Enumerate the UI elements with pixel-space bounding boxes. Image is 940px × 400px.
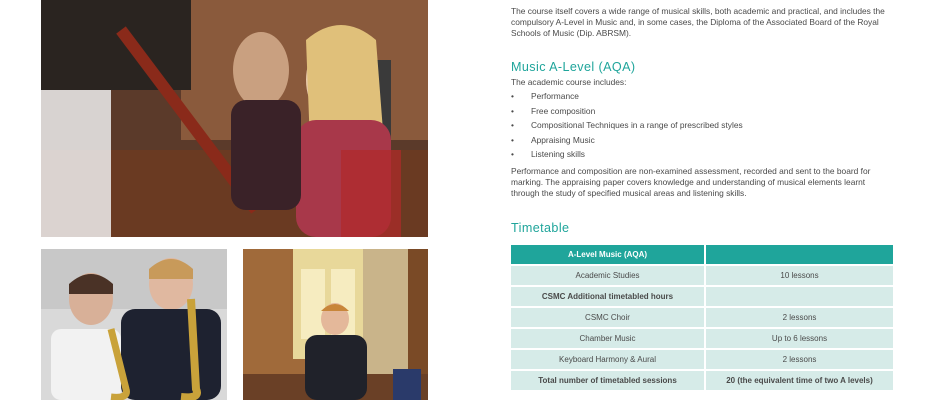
table-row	[511, 308, 893, 327]
table-cell	[704, 287, 893, 306]
table-cell: Academic Studies	[511, 266, 704, 285]
list-item: • Performance	[511, 89, 743, 104]
bullet-icon: •	[511, 134, 514, 145]
table-row	[511, 329, 893, 348]
list-item: • Listening skills	[511, 147, 743, 162]
timetable-heading: Timetable	[511, 221, 570, 235]
photo-boy-in-hall	[243, 249, 428, 400]
table-cell: 2 lessons	[704, 350, 893, 369]
photo-students-playing-woodwinds	[41, 0, 428, 237]
intro-paragraph: The course itself covers a wide range of musical skills, both academic and practical, and includes the compulsory A-Level in Music and, in some cases, the Diploma of the Associated Board of the Royal Schools of Music (Dip. ABRSM).	[511, 6, 885, 39]
table-header-cell: A-Level Music (AQA)	[511, 245, 704, 264]
table-cell: 20 (the equivalent time of two A levels)	[704, 371, 893, 390]
table-row	[511, 371, 893, 390]
bullet-icon: •	[511, 120, 514, 130]
table-cell: 10 lessons	[704, 266, 893, 285]
bullet-icon: •	[511, 149, 514, 159]
table-row	[511, 350, 893, 369]
table-cell: CSMC Choir	[511, 308, 704, 327]
table-cell: Keyboard Harmony & Aural	[511, 350, 704, 369]
assessment-paragraph: Performance and composition are non-examined assessment, recorded and sent to the board for marking. The appraising paper covers knowledge and understanding of musical elements learnt through the study of specified musical areas and listening skills.	[511, 166, 871, 199]
table-cell: CSMC Additional timetabled hours	[511, 287, 704, 306]
bullet-icon: •	[511, 91, 514, 101]
timetable-table	[511, 243, 893, 392]
course-bullet-list	[511, 89, 743, 162]
bullet-icon: •	[511, 105, 514, 116]
table-row	[511, 266, 893, 285]
table-cell: Total number of timetabled sessions	[511, 371, 704, 390]
table-row	[511, 287, 893, 306]
music-a-level-heading: Music A-Level (AQA)	[511, 60, 636, 74]
academic-course-intro: The academic course includes:	[511, 77, 627, 87]
table-header-row	[511, 245, 893, 264]
table-cell: Chamber Music	[511, 329, 704, 348]
photo-boys-with-saxophones	[41, 249, 227, 400]
list-item: • Appraising Music	[511, 133, 743, 148]
table-cell: 2 lessons	[704, 308, 893, 327]
list-item: • Free composition	[511, 104, 743, 119]
table-header-cell	[704, 245, 893, 264]
list-item: • Compositional Techniques in a range of prescribed styles	[511, 118, 743, 133]
table-cell: Up to 6 lessons	[704, 329, 893, 348]
